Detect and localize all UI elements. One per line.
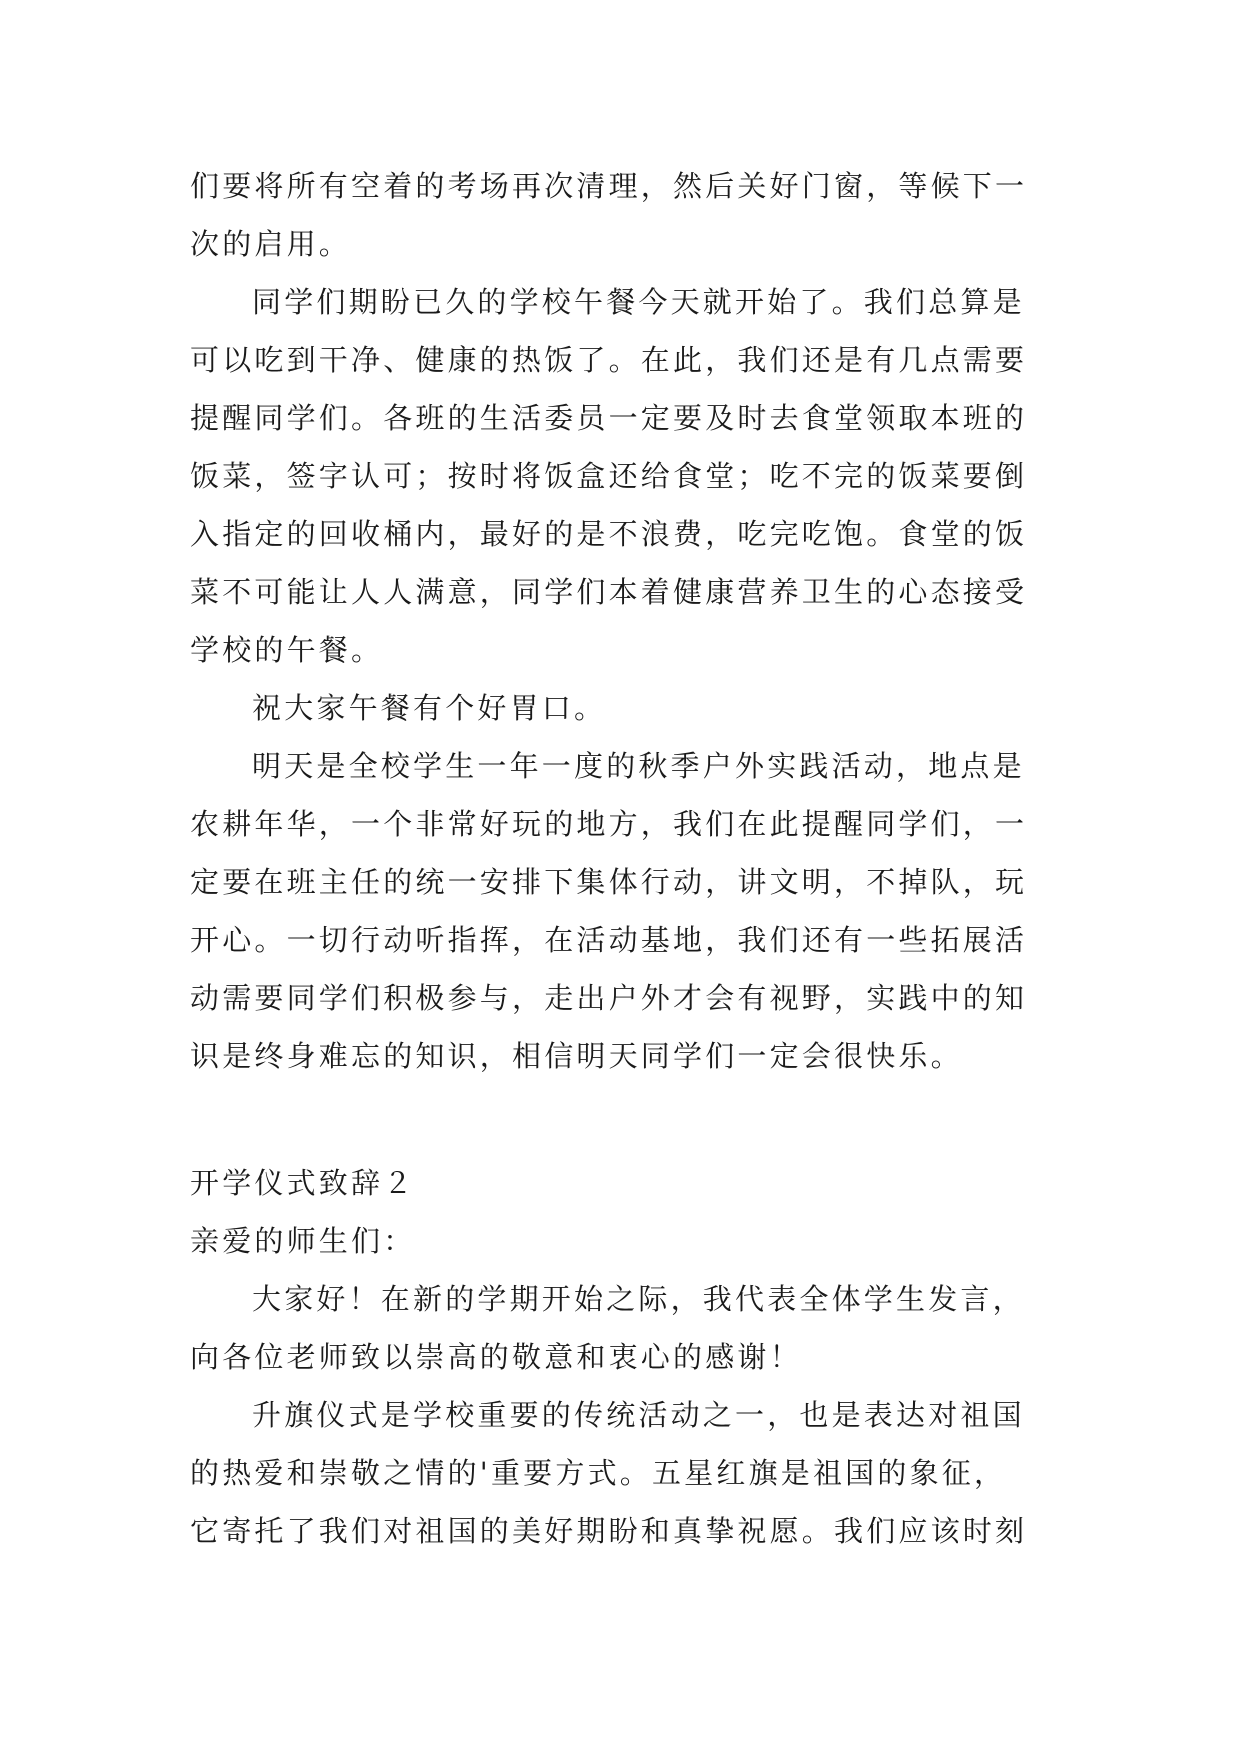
greeting-line: 亲爱的师生们：: [190, 1224, 416, 1258]
section-title: 开学仪式致辞２: [190, 1166, 416, 1200]
text-line: 可以吃到干净、健康的热饭了。在此，我们还是有几点需要: [190, 343, 1028, 377]
paragraph-start: 同学们期盼已久的学校午餐今天就开始了。我们总算是: [252, 285, 1025, 319]
text-line: 们要将所有空着的考场再次清理，然后关好门窗，等候下一: [190, 169, 1028, 203]
text-line: 农耕年华，一个非常好玩的地方，我们在此提醒同学们，一: [190, 807, 1028, 841]
text-line: 饭菜，签字认可；按时将饭盒还给食堂；吃不完的饭菜要倒: [190, 459, 1028, 493]
paragraph-start: 明天是全校学生一年一度的秋季户外实践活动，地点是: [252, 749, 1025, 783]
text-line: 识是终身难忘的知识，相信明天同学们一定会很快乐。: [190, 1039, 963, 1073]
text-section-2: [190, 1154, 1060, 1560]
text-line: 开心。一切行动听指挥，在活动基地，我们还有一些拓展活: [190, 923, 1028, 957]
text-line: 向各位老师致以崇高的敬意和衷心的感谢！: [190, 1340, 802, 1374]
paragraph-start: 祝大家午餐有个好胃口。: [252, 691, 607, 725]
text-line: 学校的午餐。: [190, 633, 384, 667]
text-line: 定要在班主任的统一安排下集体行动，讲文明，不掉队，玩: [190, 865, 1028, 899]
text-line: 次的启用。: [190, 227, 352, 261]
text-line: 它寄托了我们对祖国的美好期盼和真挚祝愿。我们应该时刻: [190, 1514, 1028, 1548]
text-section-1: [190, 157, 1060, 1085]
text-line: 入指定的回收桶内，最好的是不浪费，吃完吃饱。食堂的饭: [190, 517, 1028, 551]
text-line: 动需要同学们积极参与，走出户外才会有视野，实践中的知: [190, 981, 1028, 1015]
text-line: 的热爱和崇敬之情的'重要方式。五星红旗是祖国的象征，: [190, 1456, 1007, 1490]
text-line: 提醒同学们。各班的生活委员一定要及时去食堂领取本班的: [190, 401, 1028, 435]
text-line: 菜不可能让人人满意，同学们本着健康营养卫生的心态接受: [190, 575, 1028, 609]
paragraph-start: 大家好！在新的学期开始之际，我代表全体学生发言，: [252, 1282, 1025, 1316]
paragraph-start: 升旗仪式是学校重要的传统活动之一，也是表达对祖国: [252, 1398, 1025, 1432]
